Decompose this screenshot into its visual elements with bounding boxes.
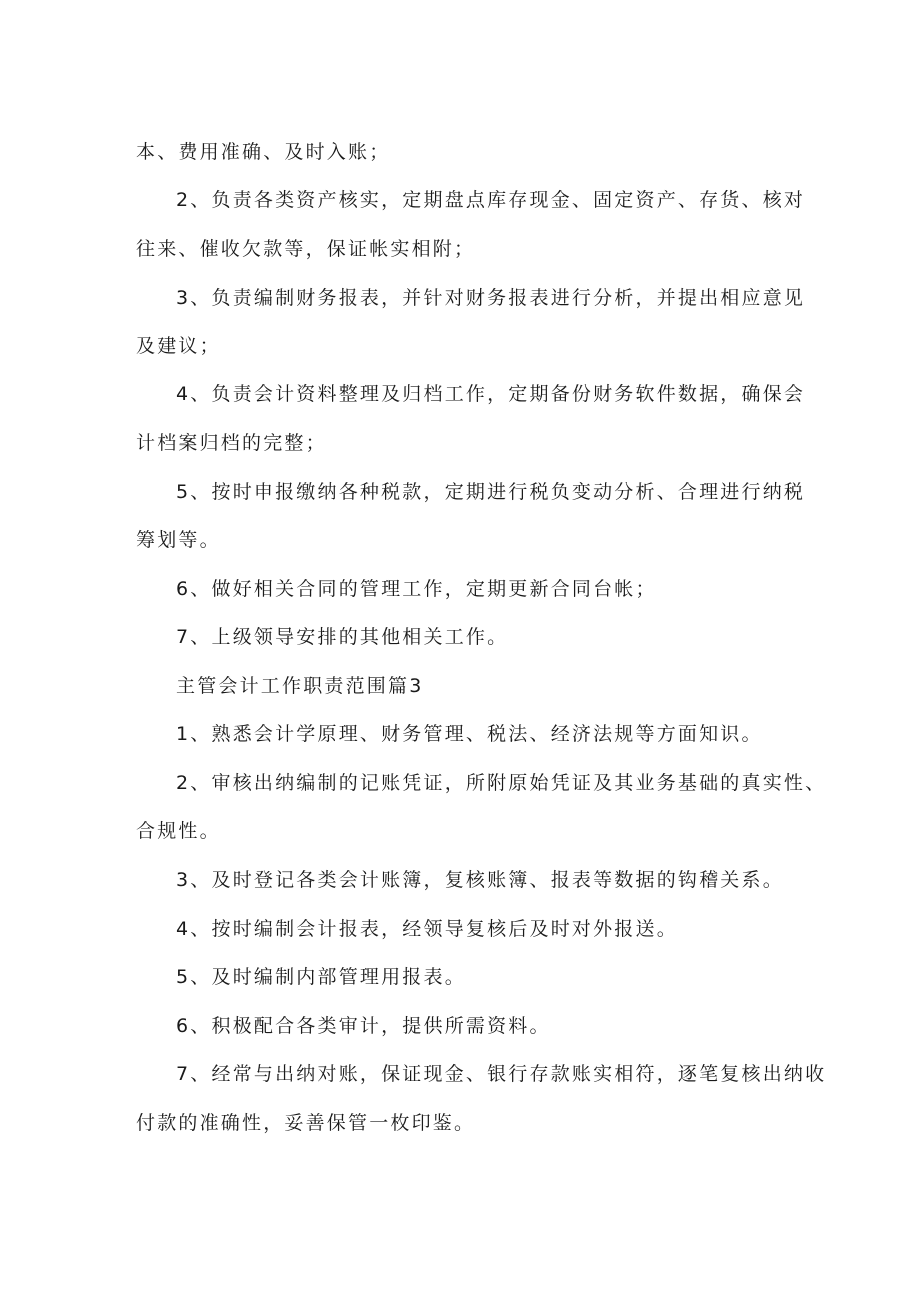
text-line: 3、负责编制财务报表，并针对财务报表进行分析，并提出相应意见: [176, 287, 806, 309]
text-line: 5、及时编制内部管理用报表。: [176, 966, 466, 988]
text-line: 1、熟悉会计学原理、财务管理、税法、经济法规等方面知识。: [176, 723, 763, 745]
text-line: 4、负责会计资料整理及归档工作，定期备份财务软件数据，确保会: [176, 383, 806, 405]
text-line: 本、费用准确、及时入账；: [136, 141, 391, 163]
text-line: 合规性。: [136, 820, 221, 842]
text-line: 6、积极配合各类审计，提供所需资料。: [176, 1015, 551, 1037]
text-line: 5、按时申报缴纳各种税款，定期进行税负变动分析、合理进行纳税: [176, 481, 806, 503]
text-line: 筹划等。: [136, 529, 221, 551]
text-line: 及建议；: [136, 335, 221, 357]
text-line: 2、负责各类资产核实，定期盘点库存现金、固定资产、存货、核对: [176, 189, 806, 211]
text-line: 4、按时编制会计报表，经领导复核后及时对外报送。: [176, 918, 678, 940]
text-line: 付款的准确性，妥善保管一枚印鉴。: [136, 1112, 476, 1134]
section-heading: 主管会计工作职责范围篇3: [176, 675, 424, 697]
text-line: 计档案归档的完整；: [136, 432, 327, 454]
text-line: 往来、催收欠款等，保证帐实相附；: [136, 238, 476, 260]
text-line: 6、做好相关合同的管理工作，定期更新合同台帐；: [176, 578, 657, 600]
text-line: 2、审核出纳编制的记账凭证，所附原始凭证及其业务基础的真实性、: [176, 772, 827, 794]
text-line: 7、上级领导安排的其他相关工作。: [176, 626, 509, 648]
text-line: 3、及时登记各类会计账簿，复核账簿、报表等数据的钩稽关系。: [176, 869, 784, 891]
text-line: 7、经常与出纳对账，保证现金、银行存款账实相符，逐笔复核出纳收: [176, 1063, 827, 1085]
